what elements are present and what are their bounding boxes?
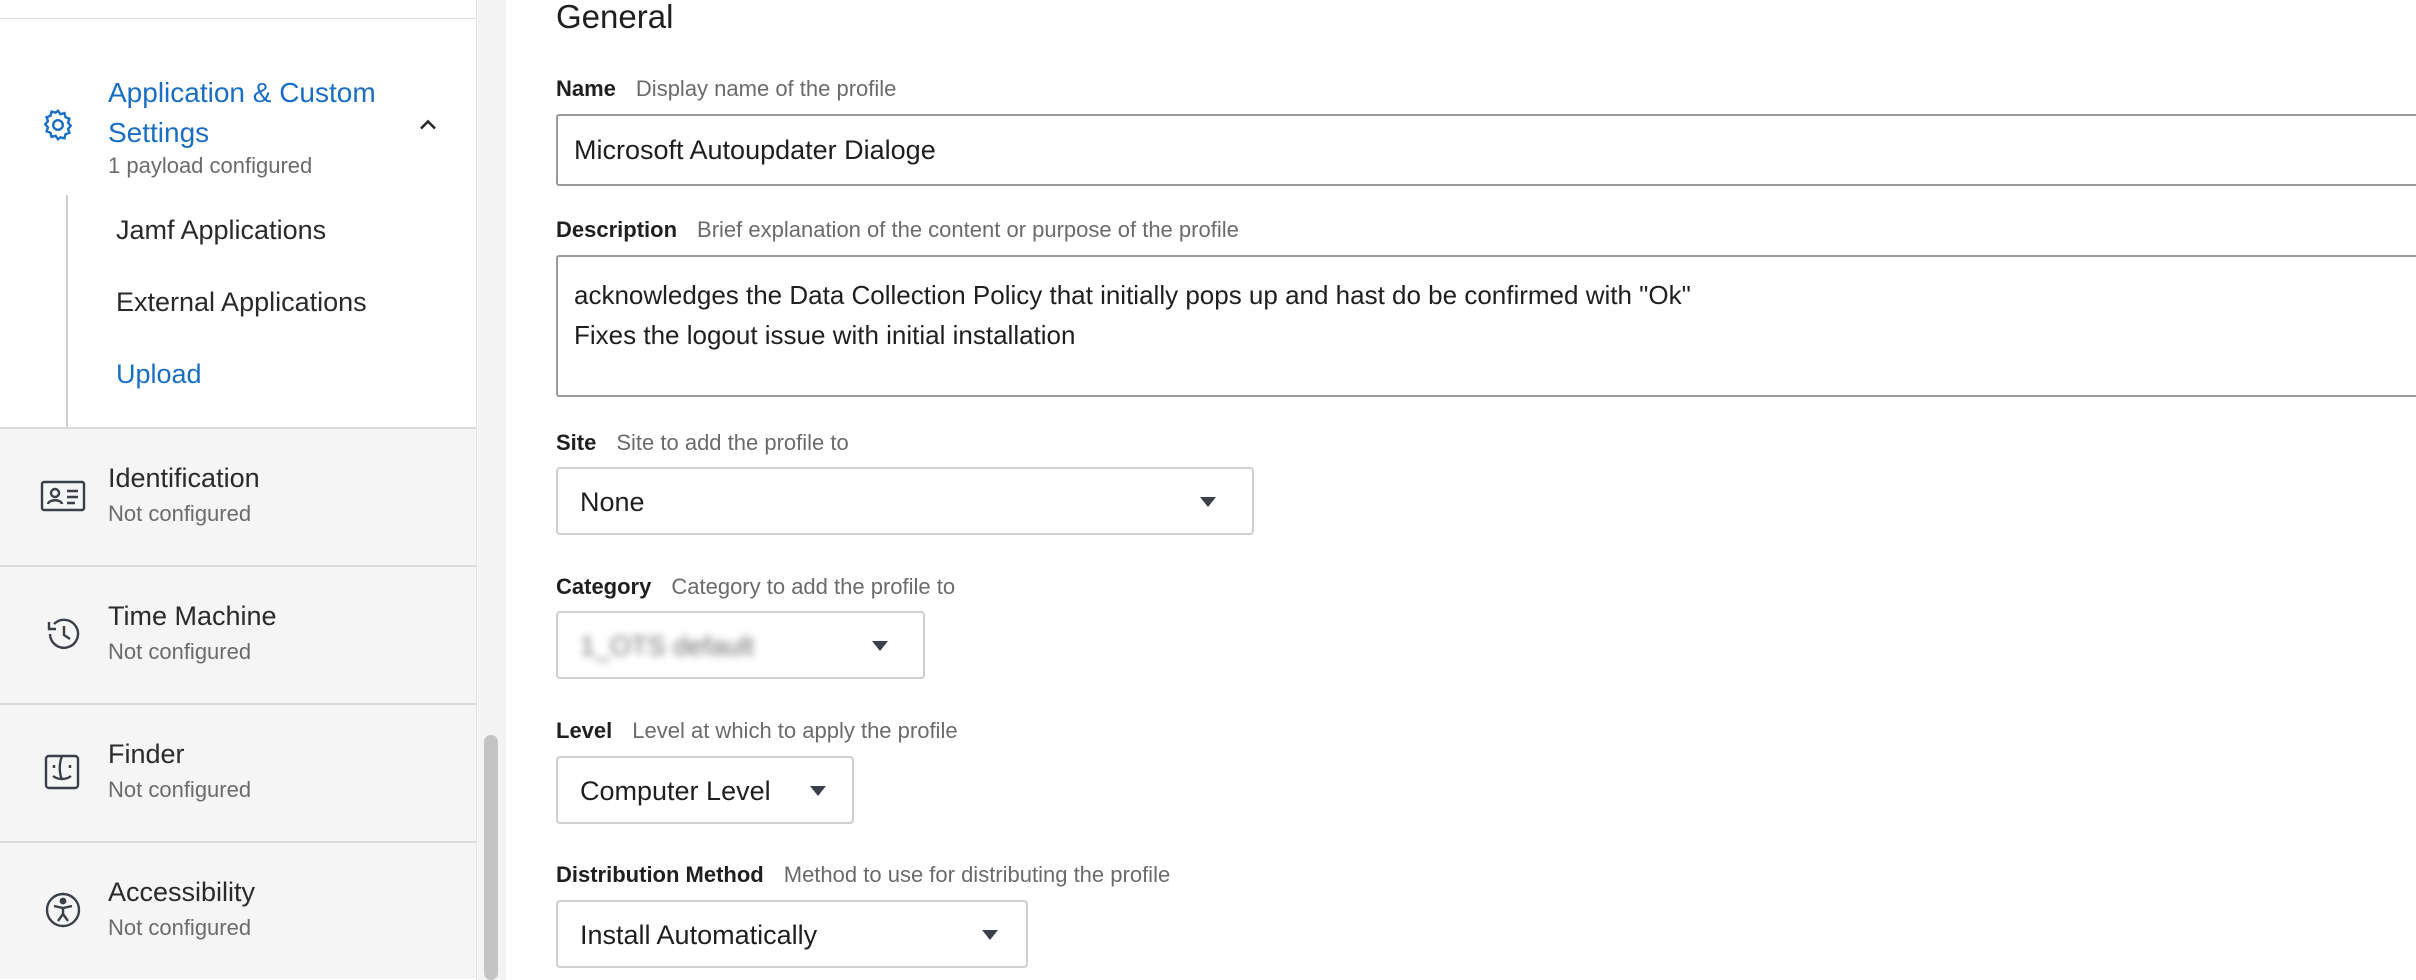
sidebar-item-identification[interactable] [0,427,477,565]
category-label-text: Category [556,574,652,599]
sidebar-item-accessibility[interactable] [0,841,477,979]
caret-down-icon [1200,497,1216,507]
caret-down-icon [810,786,826,796]
description-hint: Brief explanation of the content or purpose of the profile [697,217,1239,242]
description-field[interactable]: acknowledges the Data Collection Policy that initially pops up and hast do be confirmed with "Ok" Fixes the logout issue with initial installation [556,255,2416,397]
accessibility-icon [40,890,86,930]
sidebar-item-title: Identification [108,463,260,493]
distribution-method-select-value: Install Automatically [580,920,818,950]
sidebar [0,0,477,980]
sidebar-section-application-custom-settings[interactable] [0,19,477,429]
name-field[interactable]: Microsoft Autoupdater Dialoge [556,114,2416,186]
distribution-method-label [556,862,1170,888]
category-select-value: 1_OTS default [580,631,755,661]
chevron-up-icon[interactable] [414,111,442,139]
category-hint: Category to add the profile to [671,574,956,599]
finder-icon [40,752,86,792]
sidebar-item-finder[interactable] [0,703,477,841]
distribution-method-hint: Method to use for distributing the profile [783,862,1171,887]
sidebar-item-status: Not configured [108,915,252,940]
sidebar-item-status: Not configured [108,639,252,664]
caret-down-icon [982,930,998,940]
site-label [556,430,849,456]
id-card-icon [40,476,86,516]
site-select[interactable] [556,467,1254,535]
name-label [556,76,896,102]
level-label-text: Level [556,718,613,743]
caret-down-icon [872,641,888,651]
history-clock-icon [40,614,86,654]
description-label-text: Description [556,217,678,242]
gear-icon [40,107,76,143]
level-hint: Level at which to apply the profile [632,718,958,743]
submenu-rail [66,195,68,429]
level-select[interactable] [556,756,854,824]
sidebar-item-title: Time Machine [108,601,277,631]
description-label [556,217,1239,243]
name-label-text: Name [556,76,616,101]
sidebar-item-time-machine[interactable] [0,565,477,703]
site-hint: Site to add the profile to [616,430,849,455]
site-label-text: Site [556,430,597,455]
level-label [556,718,958,744]
sidebar-item-title: Finder [108,739,185,769]
submenu-item-external-applications[interactable]: External Applications [116,287,367,317]
name-hint: Display name of the profile [635,76,897,101]
submenu-item-upload[interactable]: Upload [116,359,202,389]
section-title: General [556,0,674,35]
sidebar-section-status: 1 payload configured [108,153,313,178]
category-label [556,574,955,600]
submenu-item-jamf-applications[interactable]: Jamf Applications [116,215,327,245]
site-select-value: None [580,487,645,517]
distribution-method-label-text: Distribution Method [556,862,764,887]
sidebar-item-title: Accessibility [108,877,256,907]
sidebar-item-status: Not configured [108,777,252,802]
category-select[interactable] [556,611,925,679]
sidebar-section-title: Application & Custom Settings [108,77,376,148]
sidebar-item-status: Not configured [108,501,252,526]
sidebar-scrollbar-thumb[interactable] [484,735,498,980]
level-select-value: Computer Level [580,776,771,806]
general-settings-panel [506,0,2416,980]
distribution-method-select[interactable] [556,900,1028,968]
